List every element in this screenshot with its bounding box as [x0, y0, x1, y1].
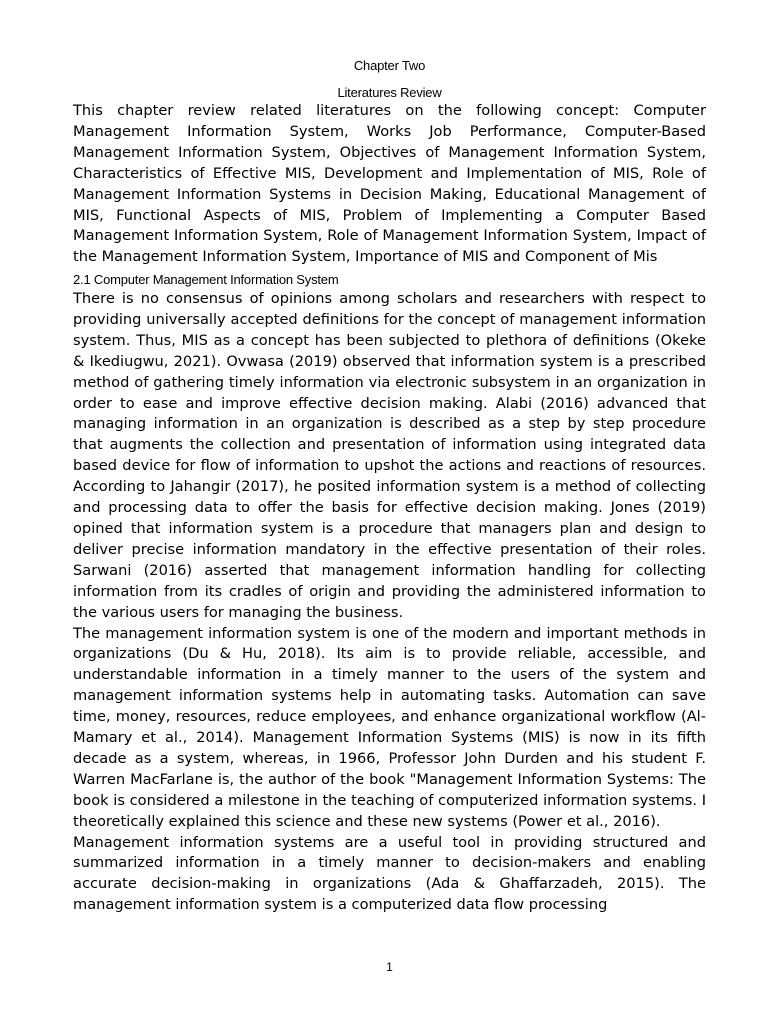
review-title: Literatures Review [337, 85, 442, 100]
chapter-title: Chapter Two [353, 58, 426, 73]
body-paragraph: Management information systems are a useful tool in providing structured and summarized information in a timely manner to decision-makers and enabling accurate decision-making in organizations (Ada & Ghaffarzadeh, 2015). The management information system is a computerized data flow processing [73, 833, 706, 914]
section-body [73, 289, 706, 916]
body-paragraph: There is no consensus of opinions among scholars and researchers with respect to providing universally accepted definitions for the concept of management information system. Thus, MIS as a concept has been subjected to plethora of definitions (Okeke & Ikediugwu, 2021). Ovwasa (2019) observed that information system is a prescribed method of gathering timely information via electronic subsystem in an organization in order to ease and improve effective decision making. Alabi (2016) advanced that managing information in an organization is described as a step by step procedure that augments the collection and presentation of information using integrated data based device for flow of information to upshot the actions and reactions of resources. According to Jahangir (2017), he posited information system is a method of collecting and processing data to offer the basis for effective decision making. Jones (2019) opined that information system is a procedure that managers plan and design to deliver precise information mandatory in the effective presentation of their roles. Sarwani (2016) asserted that management information handling for collecting information from its cradles of origin and providing the administered information to the various users for managing the business. [73, 290, 706, 621]
body-paragraph: The management information system is one of the modern and important methods in organizations (Du & Hu, 2018). Its aim is to provide reliable, accessible, and understandable information in a timely manner to the users of the system and management information systems help in automating tasks. Automation can save time, money, resources, reduce employees, and enhance organizational workflow (Al-Mamary et al., 2014). Management Information Systems (MIS) is now in its fifth decade as a system, whereas, in 1966, Professor John Durden and his student F. Warren MacFarlane is, the author of the book "Management Information Systems: The book is considered a milestone in the teaching of computerized information systems. I theoretically explained this science and these new systems (Power et al., 2016). [73, 624, 706, 830]
section-heading: 2.1 Computer Management Information System [73, 272, 339, 287]
intro-paragraph: This chapter review related literatures on the following concept: Computer Management Information System, Works Job Performance, Computer-Based Management Information System, Objectives of Management Information System, Characteristics of Effective MIS, Development and Implementation of MIS, Role of Management Information Systems in Decision Making, Educational Management of MIS, Functional Aspects of MIS, Problem of Implementing a Computer Based Management Information System, Role of Management Information System, Impact of the Management Information System, Importance of MIS and Component of Mis [73, 102, 706, 266]
page-number: 1 [386, 960, 393, 974]
